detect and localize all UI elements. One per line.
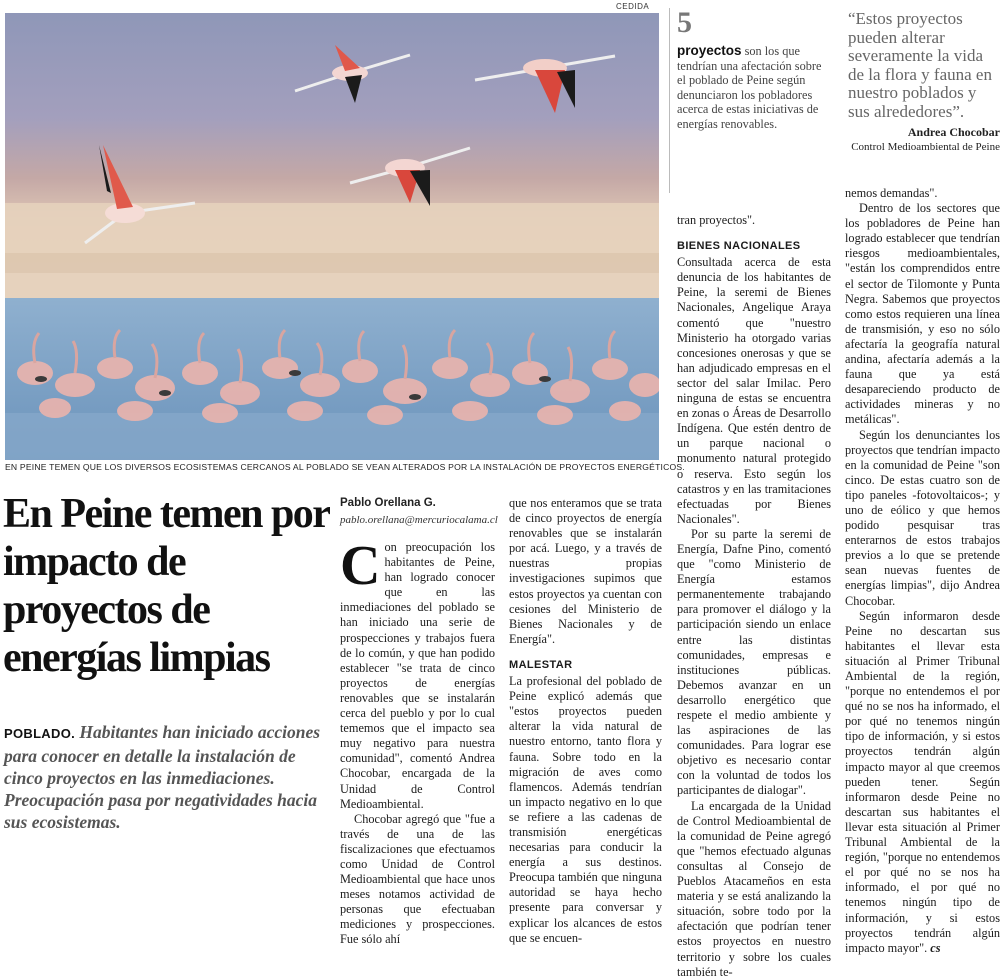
stat-number: 5: [677, 6, 692, 39]
body-column-4: [845, 186, 1000, 956]
stat-text: [677, 44, 831, 132]
stat-description: son los que tendrían una afectación sobre el pobladо de Peine según denunciaron los pobladores acerca de estas iniciativas de energías renovables.: [677, 44, 822, 131]
body-text: on preocupación los habitantes de Peine, han logrado conocer que en las inmediaciones del poblado se han iniciado una serie de prospecciones y trabajos fuera de lo común, y que han podido establecer "se trata de cinco proyectos de energías renovables que se instalarán cerca del pueblo y por lo cual tememos que el impacto sea muy negativo para nuestra comunidad", comentó Andrea Chocobar, encargada de la Unidad de Control Medioambiental.: [340, 540, 495, 811]
photo-caption: EN PEINE TEMEN QUE LOS DIVERSOS ECOSISTEMAS CERCANOS AL POBLADO SE VEAN ALTERADOS POR LA INSTALACIÓN DE PROYECTOS ENERGÉTICOS.: [5, 462, 685, 472]
body-paragraph: tran proyectos".: [677, 213, 756, 227]
body-column-2: [509, 496, 662, 946]
quote-author: Andrea Chocobar: [907, 125, 1000, 139]
lead-paragraph: [4, 721, 326, 833]
lead-text: Habitantes han iniciado acciones para conocer en detalle la instalación de cinco proyectos en las inmediaciones. Preocupación pasa por negatividades hacia sus ecosistemas.: [4, 722, 321, 832]
headline: En Peine temen por impacto de proyectos de energías limpias: [3, 491, 329, 681]
body-paragraph: La profesional del poblado de Peine explicó además que "estos proyectos pueden alterar la vida natural de nuestro entorno, tanto flora y fauna. Sobre todo en la migración de aves como flamencos. Además tendrían un impacto negativo en lo que se refiere a las cadenas de transmisión energéticas necesarias para conducir la energía a sus destinos. Preocupa también que ninguna autoridad se haya hecho presente para conversar y explicar los alcances de estos que se encuen-: [509, 674, 662, 945]
divider: [669, 8, 670, 193]
body-column-3: [677, 213, 831, 980]
body-paragraph: [845, 609, 1000, 956]
dropcap: C: [340, 535, 381, 597]
body-paragraph: nemos demandas".: [845, 186, 938, 200]
lead-tag: POBLADO.: [4, 726, 76, 741]
body-paragraph: [340, 535, 495, 812]
author-email[interactable]: pablo.orellana@mercuriocalama.cl: [340, 514, 498, 526]
body-paragraph: Chocobar agregó que "fue a través de una de las fiscalizaciones que efectuamos como Unidad de Control Medioambiental que hace unos meses notamos actividad de personas que efectuaban mediciones y prospecciones. Fue sólo ahí: [340, 811, 495, 947]
pull-quote: “Estos proyectos pueden alterar severamente la vida de la flora y fauna en nuestro poblados y sus alrededores”.: [848, 9, 992, 121]
flamingo-photo: [5, 13, 659, 460]
quote-role: Control Medioambiental de Peine: [851, 141, 1000, 153]
body-paragraph: Consultada acerca de esta denuncia de los habitantes de Peine, la seremi de Bienes Nacionales, Angelique Araya comentó que "nuestro Ministerio ha otorgado varias concesiones onerosas y que se han adjudicado empresas en el sector del salar Imilac. Pero ninguna de estas se encuentra en zonas o Áreas de Desarrollo Indígena. Que estén dentro de un parque nacional o monumento natural protegido o reserva. Esto según los catastros y en las tramitaciones efectuadas por Bienes Nacionales".: [677, 255, 831, 526]
end-mark: cs: [930, 940, 941, 955]
body-paragraph: Por su parte la seremi de Energía, Dafne Pino, comentó que "como Ministerio de Energía estamos permanentemente trabajando para promover el diálogo y la participación siendo un enlace entre las distintas comunidades, empresas e instituciones públicas. Debemos avanzar en un desarrollo energético que respete el medio ambiente y las aspiraciones de las comunidades. Para lograr ese objetivo es necesario contar con la voluntad de todos los participantes de dialogar".: [677, 526, 831, 798]
body-column-1: [340, 535, 495, 948]
body-paragraph: Dentro de los sectores que los pobladores de Peine han logrado establecer que tendrían riesgos medioambientales, "están los comprendidos entre el sector de Tilomonte y Punta Negra. Sabemos que proyectos como estos requieren una línea de transmisión, y eso no sólo afectaría la geografía natural andina, afectaría además a la fauna que ya está desapareciendo producto de actividades mineras y no metálicas".: [845, 201, 1000, 427]
subheading-malestar: MALESTAR: [509, 658, 573, 671]
body-paragraph: La encargada de la Unidad de Control Medioambiental de la comunidad de Peine agregó que "hemos efectuado algunas consultas al Consejo de Pueblos Atacameños en esta materia y se está analizando la situación, sobre todo por la afectación que podrían tener estos proyectos en nuestro territorio y sobre los cuales también te-: [677, 798, 831, 979]
body-paragraph: que nos enteramos que se trata de cinco proyectos de energía renovables que se instalarán por acá. Luego, y a través de nuestras propias investigaciones supimos que estos proyectos ya cuentan con cesiones del Ministerio de Bienes Nacionales y de Energía".: [509, 496, 662, 646]
author-name: Pablo Orellana G.: [340, 497, 436, 509]
subheading-bienes-nacionales: BIENES NACIONALES: [677, 240, 801, 253]
stat-keyword: proyectos: [677, 43, 742, 58]
body-text: Según informaron desde Peine no descartan sus habitantes el llevar esta situación al Primer Tribunal Ambiental de la región, "porque no entendemos el por qué no se nos ha informado, el por qué no tenemos ningún tipo de información, y si estos proyectos tendrán algún impacto mayor al que creemos pueden tener. Según informaron desde Peine no descartan sus habitantes el llevar esta situación al Primer Tribunal Ambiental de la región, "porque no entendemos el por qué no se nos ha informado, el por qué no tenemos ningún tipo de información, y si estos proyectos tendrán algún impacto mayor".: [845, 608, 1000, 955]
body-paragraph: Según los denunciantes los proyectos que tendrían impacto en la comunidad de Peine "son cinco. De estas cuatro son de tipo paneles -fotovoltaicos-; y uno de eólico y que hemos podido pesquisar tras enterarnos de estos trabajos previos a lo que se pretende sean nuevas fuentes de energías limpias", dijo Andrea Chocobar.: [845, 427, 1000, 608]
flamingo-photo-art: [5, 13, 659, 460]
photo-credit: CEDIDA: [616, 2, 650, 11]
